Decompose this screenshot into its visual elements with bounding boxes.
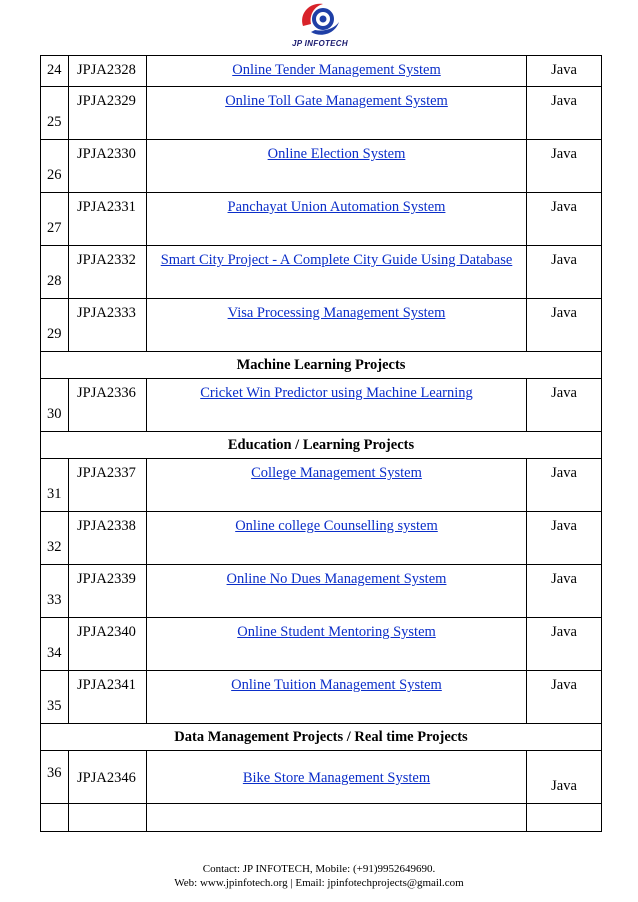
project-code: JPJA2328 (77, 62, 136, 78)
project-code: JPJA2331 (77, 199, 136, 215)
table-row (41, 618, 602, 671)
serial-number: 34 (47, 645, 62, 661)
table-row (41, 246, 602, 299)
project-code: JPJA2337 (77, 465, 136, 481)
logo-emblem-icon (297, 0, 343, 38)
project-language: Java (551, 146, 577, 162)
project-code: JPJA2336 (77, 385, 136, 401)
empty-cell (147, 804, 527, 832)
project-code: JPJA2339 (77, 571, 136, 587)
logo-text: JP INFOTECH (292, 39, 348, 48)
project-title-link[interactable]: Smart City Project - A Complete City Guide Using Database (160, 252, 513, 268)
empty-cell (69, 804, 147, 832)
serial-number: 27 (47, 220, 62, 236)
page-footer (0, 862, 638, 890)
section-header-row (41, 352, 602, 379)
serial-number: 35 (47, 698, 62, 714)
empty-cell (41, 804, 69, 832)
serial-number: 36 (47, 765, 62, 781)
project-code: JPJA2341 (77, 677, 136, 693)
section-heading: Education / Learning Projects (41, 432, 602, 459)
project-title-link[interactable]: Online No Dues Management System (226, 571, 447, 587)
project-title-link[interactable]: Online college Counselling system (235, 518, 438, 534)
project-title-link[interactable]: Online Election System (267, 146, 406, 162)
project-title-link[interactable]: Visa Processing Management System (227, 305, 446, 321)
project-code: JPJA2338 (77, 518, 136, 534)
project-language: Java (551, 778, 577, 794)
project-code: JPJA2332 (77, 252, 136, 268)
table-row (41, 512, 602, 565)
project-title-link[interactable]: Cricket Win Predictor using Machine Learning (200, 385, 473, 401)
project-language: Java (551, 62, 577, 78)
footer-web-email-line: Web: www.jpinfotech.org | Email: jpinfotechprojects@gmail.com (174, 877, 464, 889)
project-language: Java (551, 385, 577, 401)
table-row (41, 379, 602, 432)
project-title-link[interactable]: Online Student Mentoring System (237, 624, 436, 640)
project-language: Java (551, 465, 577, 481)
project-code: JPJA2330 (77, 146, 136, 162)
project-language: Java (551, 571, 577, 587)
project-language: Java (551, 199, 577, 215)
table-row (41, 193, 602, 246)
project-code: JPJA2340 (77, 624, 136, 640)
project-code: JPJA2329 (77, 93, 136, 109)
table-row (41, 565, 602, 618)
serial-number: 28 (47, 273, 62, 289)
section-header-row (41, 432, 602, 459)
project-title-link[interactable]: Online Toll Gate Management System (225, 93, 448, 109)
table-row (41, 87, 602, 140)
empty-cell (527, 804, 602, 832)
serial-number: 24 (47, 62, 62, 78)
company-logo (282, 0, 358, 50)
project-code: JPJA2333 (77, 305, 136, 321)
section-heading: Machine Learning Projects (41, 352, 602, 379)
section-heading: Data Management Projects / Real time Projects (41, 724, 602, 751)
project-language: Java (551, 518, 577, 534)
serial-number: 29 (47, 326, 62, 342)
table-row (41, 140, 602, 193)
project-language: Java (551, 305, 577, 321)
table-row (41, 671, 602, 724)
table-row (41, 56, 602, 87)
project-title-link[interactable]: Bike Store Management System (242, 770, 431, 786)
serial-number: 32 (47, 539, 62, 555)
project-language: Java (551, 677, 577, 693)
project-language: Java (551, 624, 577, 640)
project-title-link[interactable]: College Management System (251, 465, 422, 481)
project-language: Java (551, 252, 577, 268)
project-title-link[interactable]: Online Tuition Management System (231, 677, 442, 693)
serial-number: 33 (47, 592, 62, 608)
empty-table-row (41, 804, 602, 832)
serial-number: 30 (47, 406, 62, 422)
projects-table (40, 55, 602, 832)
serial-number: 31 (47, 486, 62, 502)
project-title-link[interactable]: Online Tender Management System (232, 62, 441, 78)
serial-number: 25 (47, 114, 62, 130)
project-code: JPJA2346 (77, 770, 136, 786)
footer-contact-line: Contact: JP INFOTECH, Mobile: (+91)9952649690. (202, 863, 436, 875)
serial-number: 26 (47, 167, 62, 183)
section-header-row (41, 724, 602, 751)
table-row (41, 459, 602, 512)
project-language: Java (551, 93, 577, 109)
project-title-link[interactable]: Panchayat Union Automation System (227, 199, 446, 215)
table-row (41, 299, 602, 352)
table-row (41, 751, 602, 804)
